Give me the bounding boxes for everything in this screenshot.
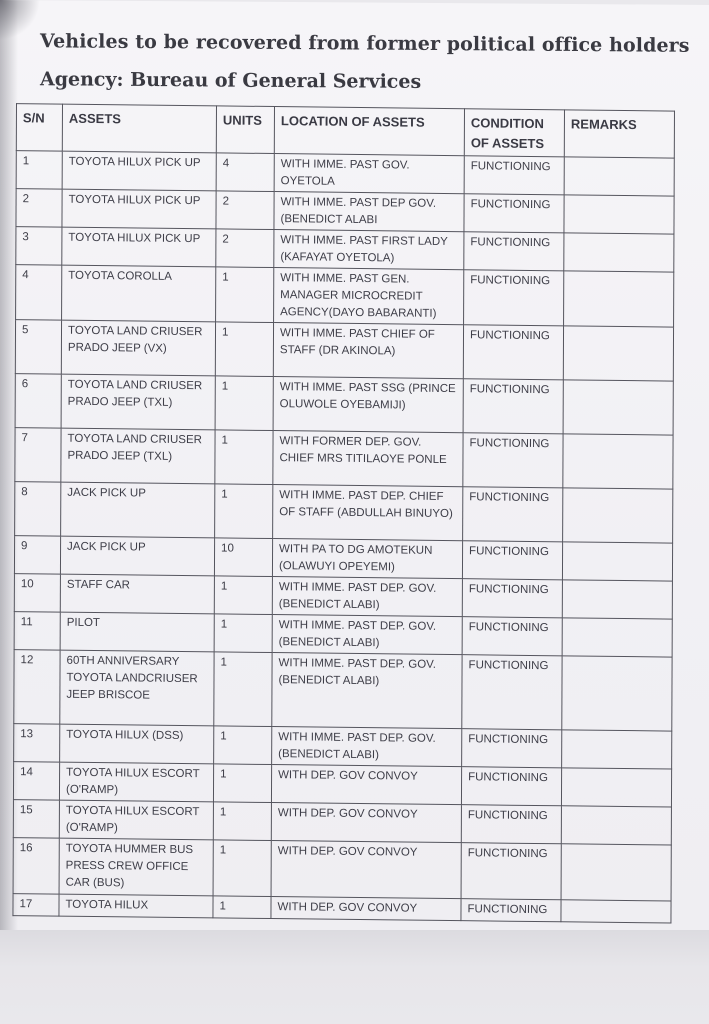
row-asset: JACK PICK UP <box>61 482 215 538</box>
row-sn: 3 <box>16 227 62 266</box>
row-location: WITH DEP. GOV CONVOY <box>271 803 461 843</box>
row-remarks <box>561 768 671 807</box>
row-asset: TOYOTA HILUX (DSS) <box>60 724 214 764</box>
row-condition: FUNCTIONING <box>464 232 564 271</box>
row-sn: 2 <box>16 189 62 228</box>
row-units: 4 <box>216 153 274 192</box>
row-asset: TOYOTA HILUX PICK UP <box>62 151 216 191</box>
row-sn: 15 <box>13 800 59 839</box>
row-asset: TOYOTA HILUX PICK UP <box>62 227 216 267</box>
row-sn: 4 <box>16 265 62 321</box>
row-remarks <box>564 157 674 196</box>
row-condition: FUNCTIONING <box>461 767 561 806</box>
row-asset: 60TH ANNIVERSARY TOYOTA LANDCRIUSER JEEP BRISCOE <box>60 650 214 726</box>
row-remarks <box>564 271 674 327</box>
row-units: 1 <box>213 764 271 803</box>
row-units: 1 <box>213 802 271 841</box>
row-remarks <box>563 326 673 381</box>
row-location: WITH IMME. PAST SSG (PRINCE OLUWOLE OYEBAMIJI) <box>273 377 463 433</box>
row-location: WITH IMME. PAST DEP. GOV. (BENEDICT ALABI) <box>272 653 462 729</box>
row-remarks <box>563 488 673 543</box>
row-remarks <box>562 580 672 619</box>
row-units: 1 <box>215 376 273 431</box>
agency-line: Agency: Bureau of General Services <box>40 68 422 93</box>
row-asset: TOYOTA HUMMER BUS PRESS CREW OFFICE CAR (BUS) <box>59 838 213 896</box>
row-condition: FUNCTIONING <box>461 899 561 922</box>
row-units: 2 <box>216 191 274 230</box>
page-corner-shadow <box>0 0 40 40</box>
row-units: 1 <box>213 896 271 919</box>
row-location: WITH IMME. PAST GEN. MANAGER MICROCREDIT AGENCY(DAYO BABARANTI) <box>274 268 464 325</box>
row-sn: 7 <box>15 428 61 483</box>
row-condition: FUNCTIONING <box>462 541 562 580</box>
row-sn: 11 <box>14 612 60 651</box>
document-title: Vehicles to be recovered from former political office holders <box>40 30 690 57</box>
row-asset: TOYOTA COROLLA <box>62 265 216 322</box>
header-remarks: REMARKS <box>564 110 674 158</box>
row-remarks <box>563 380 673 435</box>
row-location: WITH IMME. PAST DEP. GOV. (BENEDICT ALABI) <box>272 615 462 655</box>
row-condition: FUNCTIONING <box>462 729 562 768</box>
table-row <box>15 374 673 435</box>
header-condition: CONDITION OF ASSETS <box>464 109 564 157</box>
row-sn: 13 <box>14 724 60 763</box>
header-assets: ASSETS <box>62 104 216 153</box>
row-asset: TOYOTA LAND CRIUSER PRADO JEEP (TXL) <box>61 374 215 430</box>
row-units: 10 <box>214 538 272 577</box>
row-units: 1 <box>214 726 272 765</box>
table-row <box>15 320 673 381</box>
row-location: WITH IMME. PAST FIRST LADY (KAFAYAT OYETOLA) <box>274 230 464 270</box>
row-remarks <box>561 900 671 923</box>
row-condition: FUNCTIONING <box>463 325 563 380</box>
row-asset: PILOT <box>60 612 214 652</box>
row-location: WITH DEP. GOV CONVOY <box>271 897 461 921</box>
row-remarks <box>564 233 674 272</box>
row-sn: 8 <box>15 482 61 537</box>
row-sn: 12 <box>14 650 60 725</box>
row-units: 1 <box>214 614 272 653</box>
table-header <box>16 104 674 158</box>
table-row <box>14 650 672 731</box>
row-location: WITH IMME. PAST GOV. OYETOLA <box>274 154 464 194</box>
table-row <box>13 838 671 901</box>
header-row <box>16 104 674 158</box>
row-condition: FUNCTIONING <box>464 156 564 195</box>
row-condition: FUNCTIONING <box>464 194 564 233</box>
row-units: 2 <box>216 229 274 268</box>
row-asset: TOYOTA HILUX ESCORT (O'RAMP) <box>59 800 213 840</box>
row-sn: 9 <box>14 536 60 575</box>
header-sn: S/N <box>16 104 62 152</box>
row-asset: TOYOTA HILUX ESCORT (O'RAMP) <box>59 762 213 802</box>
row-units: 1 <box>215 430 273 485</box>
row-remarks <box>563 434 673 489</box>
row-remarks <box>562 618 672 657</box>
row-sn: 1 <box>16 151 62 190</box>
row-asset: TOYOTA HILUX <box>59 894 213 918</box>
row-sn: 5 <box>15 320 61 375</box>
row-location: WITH PA TO DG AMOTEKUN (OLAWUYI OPEYEMI) <box>272 539 462 579</box>
row-condition: FUNCTIONING <box>461 805 561 844</box>
row-units: 1 <box>216 267 274 323</box>
row-units: 1 <box>214 576 272 615</box>
row-condition: FUNCTIONING <box>463 433 563 488</box>
background-surface <box>0 930 709 1024</box>
row-location: WITH IMME. PAST DEP GOV. (BENEDICT ALABI <box>274 192 464 232</box>
table-row <box>15 482 673 543</box>
table-row <box>16 265 674 327</box>
row-location: WITH IMME. PAST DEP. GOV. (BENEDICT ALABI) <box>272 577 462 617</box>
row-condition: FUNCTIONING <box>462 579 562 618</box>
row-remarks <box>561 806 671 845</box>
row-location: WITH FORMER DEP. GOV. CHIEF MRS TITILAOYE PONLE <box>273 431 463 487</box>
row-asset: TOYOTA HILUX PICK UP <box>62 189 216 229</box>
table-row <box>15 428 673 489</box>
row-remarks <box>564 195 674 234</box>
header-units: UNITS <box>216 106 274 154</box>
row-condition: FUNCTIONING <box>461 843 561 900</box>
table-body <box>13 151 674 923</box>
assets-table <box>12 103 675 923</box>
row-location: WITH IMME. PAST DEP. GOV. (BENEDICT ALABI) <box>272 727 462 767</box>
row-asset: STAFF CAR <box>60 574 214 614</box>
row-asset: TOYOTA LAND CRIUSER PRADO JEEP (TXL) <box>61 428 215 484</box>
row-units: 1 <box>214 652 272 727</box>
row-units: 1 <box>215 322 273 377</box>
row-condition: FUNCTIONING <box>464 270 564 326</box>
row-remarks <box>561 844 671 901</box>
header-location: LOCATION OF ASSETS <box>274 107 464 156</box>
row-asset: JACK PICK UP <box>60 536 214 576</box>
row-location: WITH IMME. PAST DEP. CHIEF OF STAFF (ABDULLAH BINUYO) <box>273 485 463 541</box>
row-units: 1 <box>215 484 273 539</box>
row-units: 1 <box>213 840 271 897</box>
row-remarks <box>562 730 672 769</box>
row-asset: TOYOTA LAND CRIUSER PRADO JEEP (VX) <box>61 320 215 376</box>
row-condition: FUNCTIONING <box>462 617 562 656</box>
row-sn: 16 <box>13 838 59 895</box>
row-location: WITH DEP. GOV CONVOY <box>271 765 461 805</box>
row-remarks <box>562 542 672 581</box>
row-condition: FUNCTIONING <box>463 487 563 542</box>
row-sn: 6 <box>15 374 61 429</box>
row-remarks <box>562 656 672 731</box>
row-sn: 10 <box>14 574 60 613</box>
row-location: WITH DEP. GOV CONVOY <box>271 841 461 899</box>
row-sn: 14 <box>13 762 59 801</box>
row-sn: 17 <box>13 894 59 917</box>
row-condition: FUNCTIONING <box>462 655 562 730</box>
row-location: WITH IMME. PAST CHIEF OF STAFF (DR AKINOLA) <box>273 323 463 379</box>
row-condition: FUNCTIONING <box>463 379 563 434</box>
